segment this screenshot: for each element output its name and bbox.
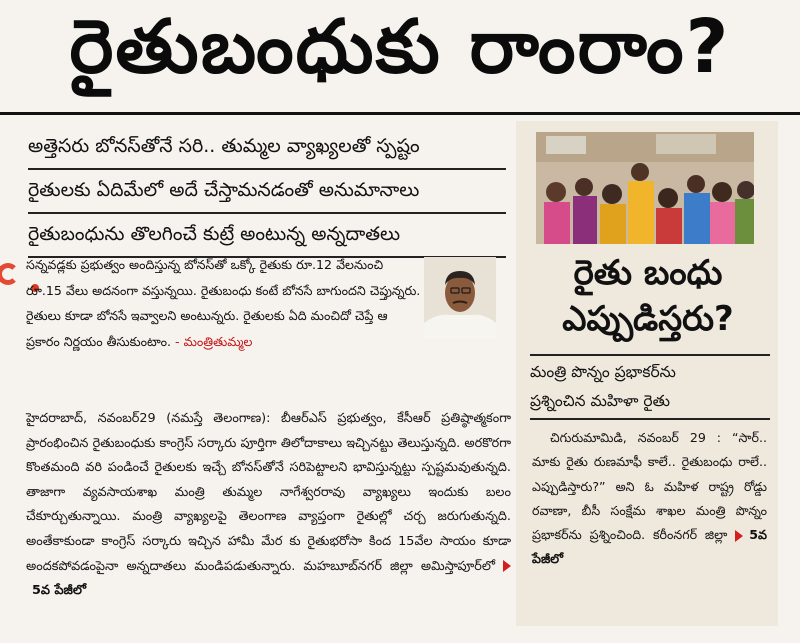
page-arrow-icon: [503, 560, 511, 572]
sidebar-headline-line-2: ఎప్పుడిస్తరు?: [562, 299, 734, 339]
subline-1: అత్తెసరు బోనస్‌తోనే సరి.. తుమ్మల వ్యాఖ్యలతో స్పష్టం: [28, 126, 506, 170]
sidebar-headline-line-1: రైతు బంధు: [573, 253, 723, 293]
headline: రైతుబంధుకు రాంరాం?: [69, 4, 731, 90]
sidebar-page-ref: 5వ పేజీలో: [532, 527, 767, 567]
sidebar-sub-line-2: ప్రశ్నించిన మహిళా రైతు: [530, 392, 671, 410]
minister-quote: [26, 252, 421, 354]
quote-author: - మంత్రితుమ్మల: [175, 333, 253, 349]
sidebar-subheadline: [530, 354, 770, 420]
article-text: హైదరాబాద్, నవంబర్29 (నమస్తే తెలంగాణ): బీఆర్ఎస్ ప్రభుత్వం, కేసీఆర్ ప్రతిష్ఠాత్మకంగా ప్రారంభించిన రైతుబంధుకు కాంగ్రెస్ సర్కారు పూర్తిగా తిలోదాకాలు ఇచ్చినట్టు తెలుస్తున్నది. అరకొరగా కొంతమంది వరి పండించే రైతులకు ఇచ్చే బోనస్‌తోనే సరిపెట్టాలని భావిస్తున్నట్టు స్పష్టమవుతున్నది. తాజాగా వ్యవసాయశాఖ మంత్రి తుమ్మల నాగేశ్వరరావు వ్యాఖ్యలు ఇందుకు బలం చేకూర్చుతున్నాయి. మంత్రి వ్యాఖ్యలపై తెలంగాణ వ్యాప్తంగా రైతుల్లో చర్చ జరుగుతున్నది. అంతేకాకుండా కాంగ్రెస్ సర్కారు ఇచ్చిన హామీ మేర కు రైతుభరోసా కింద 15వేల సాయం కూడా అందకపోవడంపైనా అన్నదాతలు మండిపడుతున్నారు. మహబూబ్‌నగర్ జిల్లా అమిస్తాపూర్‌లో: [26, 411, 511, 574]
sidebar-photo: [536, 132, 754, 244]
subline-2: రైతులకు ఏదిమేలో అదే చేస్తామనడంతో అనుమానాలు: [28, 170, 506, 214]
article-body: [26, 407, 511, 604]
subline-3: రైతుబంధును తొలగించే కుట్రే అంటున్న అన్నదాతలు: [28, 214, 506, 258]
quote-icon: [0, 263, 19, 285]
sub-headlines: [28, 126, 506, 258]
sidebar-body: [532, 426, 767, 572]
quote-text: సన్నవడ్లకు ప్రభుత్వం అందిస్తున్న బోనస్‌తో ఒక్కో రైతుకు రూ.12 వేలనుంచి రూ.15 వేలు అదనంగా వస్తున్నయి. రైతుబంధు కంటే బోనసే బాగుందని చెప్తున్నరు. రైతులు కూడా బోనసే ఇవ్వాలని అంటున్నరు. రైతులకు ఏది మంచిదో చెప్తే ఆ ప్రకారం నిర్ణయం తీసుకుంటాం.: [26, 257, 421, 349]
headline-rule: [0, 112, 800, 115]
sidebar-headline: [528, 250, 768, 342]
sidebar-body-text: చిగురుమామిడి, నవంబర్ 29 : “సార్.. మాకు రైతు రుణమాఫీ కాలే.. రైతుబంధు రాలే.. ఎప్పుడిస్తారు?” అని ఓ మహిళ రాష్ట్ర రోడ్డు రవాణా, బీసీ సంక్షేమ శాఖల మంత్రి పొన్నం ప్రభాకర్‌ను ప్రశ్నించింది. కరీంనగర్ జిల్లా: [532, 430, 767, 543]
sidebar-sub-line-1: మంత్రి పొన్నం ప్రభాకర్‌ను: [530, 363, 676, 381]
sidebar-page-arrow-icon: [735, 530, 743, 542]
article-page-ref: 5వ పేజీలో: [32, 583, 87, 599]
minister-portrait: [424, 257, 496, 339]
